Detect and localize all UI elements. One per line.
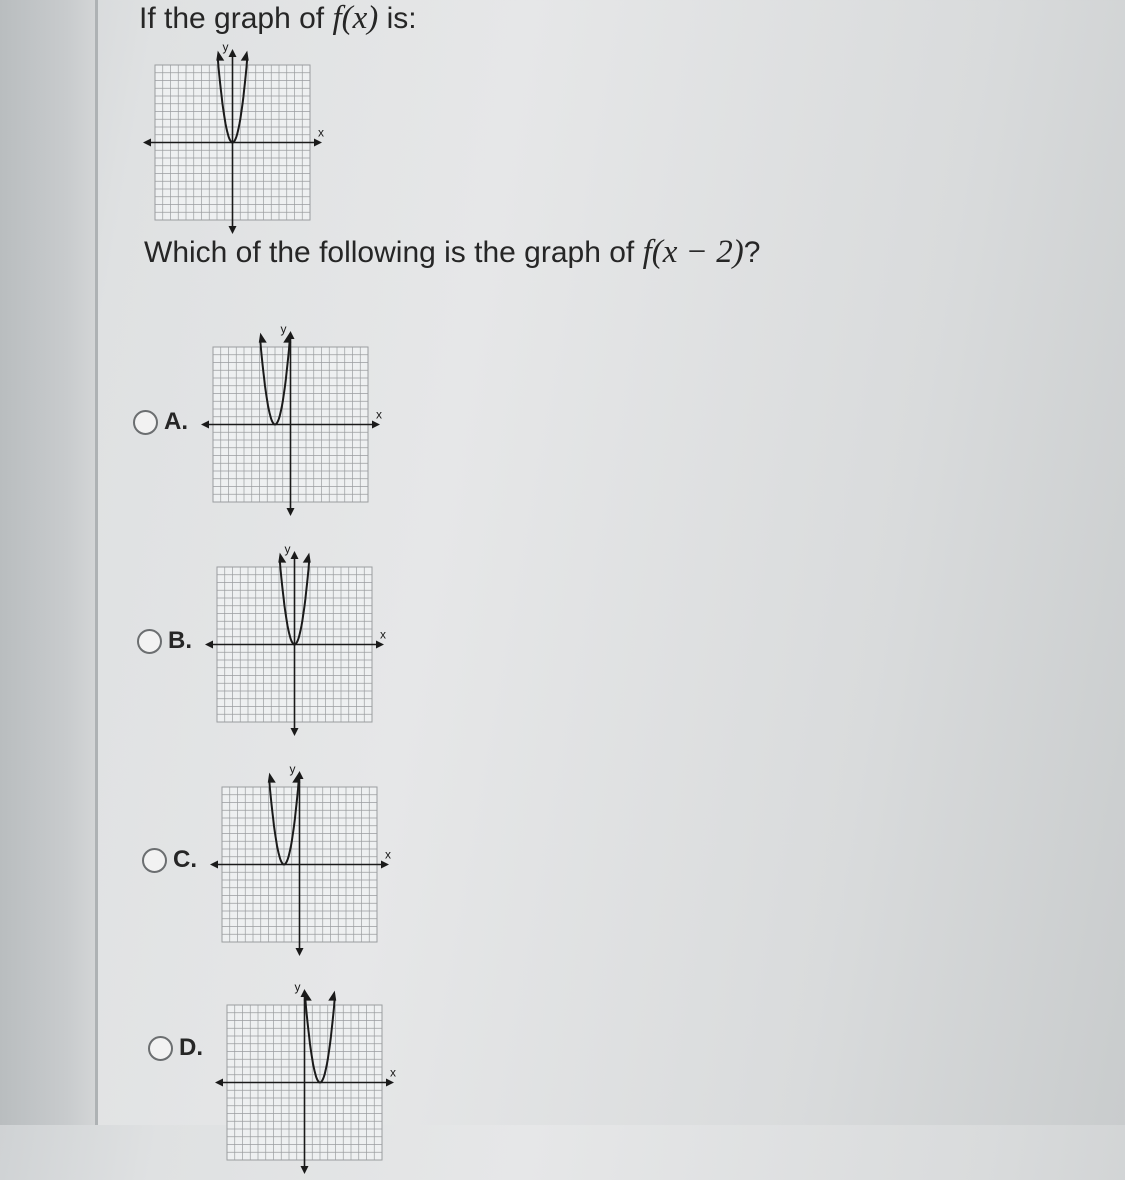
option-b-radio[interactable] (137, 629, 162, 654)
option-a-graph-axis-arrow (372, 421, 380, 429)
original-graph-axis-arrow (143, 139, 151, 147)
option-b[interactable] (137, 627, 192, 655)
option-c-label: C. (173, 846, 197, 873)
left-margin-bar (0, 0, 95, 1125)
option-b-graph-axis-arrow (291, 551, 299, 559)
option-c-graph-axis-arrow (296, 948, 304, 956)
option-a-graph-axis-arrow (201, 421, 209, 429)
question-intro-suffix: is: (386, 2, 417, 35)
option-a-graph-svg (198, 322, 382, 522)
option-b-graph-svg (202, 542, 386, 742)
original-graph-axis-arrow (229, 49, 237, 57)
option-d-graph-svg (212, 980, 396, 1180)
option-d[interactable] (148, 1034, 203, 1062)
original-graph-x-label: x (318, 125, 324, 140)
original-graph (140, 40, 324, 240)
original-graph-axis-arrow (229, 226, 237, 234)
original-graph-axis-arrow (314, 139, 322, 147)
option-b-graph-axis-arrow (291, 728, 299, 736)
option-b-label: B. (168, 627, 192, 654)
original-graph-y-label: y (222, 40, 229, 54)
option-a-graph-axis-arrow (287, 508, 295, 516)
original-graph-svg (140, 40, 324, 240)
question-prompt-text: Which of the following is the graph of (144, 236, 635, 269)
option-c-graph-svg (207, 762, 391, 962)
option-d-label: D. (179, 1034, 203, 1061)
option-d-graph-axis-arrow (301, 1166, 309, 1174)
option-a-graph-parabola-arrow (259, 333, 267, 343)
option-b-graph-parabola-arrow (303, 553, 311, 563)
option-a-graph-y-label: y (280, 322, 287, 336)
option-b-graph-y-label: y (284, 542, 291, 556)
option-a-label: A. (164, 408, 188, 435)
option-d-radio[interactable] (148, 1036, 173, 1061)
question-intro-text: If the graph of (139, 2, 325, 35)
option-c-graph-axis-arrow (381, 861, 389, 869)
option-d-graph-axis-arrow (386, 1079, 394, 1087)
option-a-graph-x-label: x (376, 407, 382, 422)
option-d-graph-parabola-arrow (328, 991, 336, 1001)
question-intro (139, 0, 417, 37)
option-a-graph (198, 322, 382, 522)
original-graph-parabola-arrow (241, 51, 249, 61)
option-c-graph-parabola-arrow (268, 773, 276, 783)
option-c-graph-axis-arrow (210, 861, 218, 869)
option-c-graph-x-label: x (385, 847, 391, 862)
option-b-graph-x-label: x (380, 627, 386, 642)
option-d-graph-axis-arrow (215, 1079, 223, 1087)
option-d-graph (212, 980, 396, 1180)
option-b-graph-axis-arrow (376, 641, 384, 649)
option-c-radio[interactable] (142, 848, 167, 873)
question-prompt-func: f(x − 2) (642, 234, 744, 270)
option-b-graph (202, 542, 386, 742)
question-intro-func: f(x) (332, 0, 379, 36)
page-edge (95, 0, 98, 1125)
option-d-graph-x-label: x (390, 1065, 396, 1080)
option-c-graph (207, 762, 391, 962)
option-d-graph-y-label: y (294, 980, 301, 994)
question-prompt (144, 234, 760, 271)
option-c-graph-y-label: y (289, 762, 296, 776)
question-prompt-suffix: ? (743, 236, 761, 269)
option-a-radio[interactable] (133, 410, 158, 435)
option-b-graph-axis-arrow (205, 641, 213, 649)
option-c[interactable] (142, 846, 197, 874)
option-a[interactable] (133, 408, 188, 436)
